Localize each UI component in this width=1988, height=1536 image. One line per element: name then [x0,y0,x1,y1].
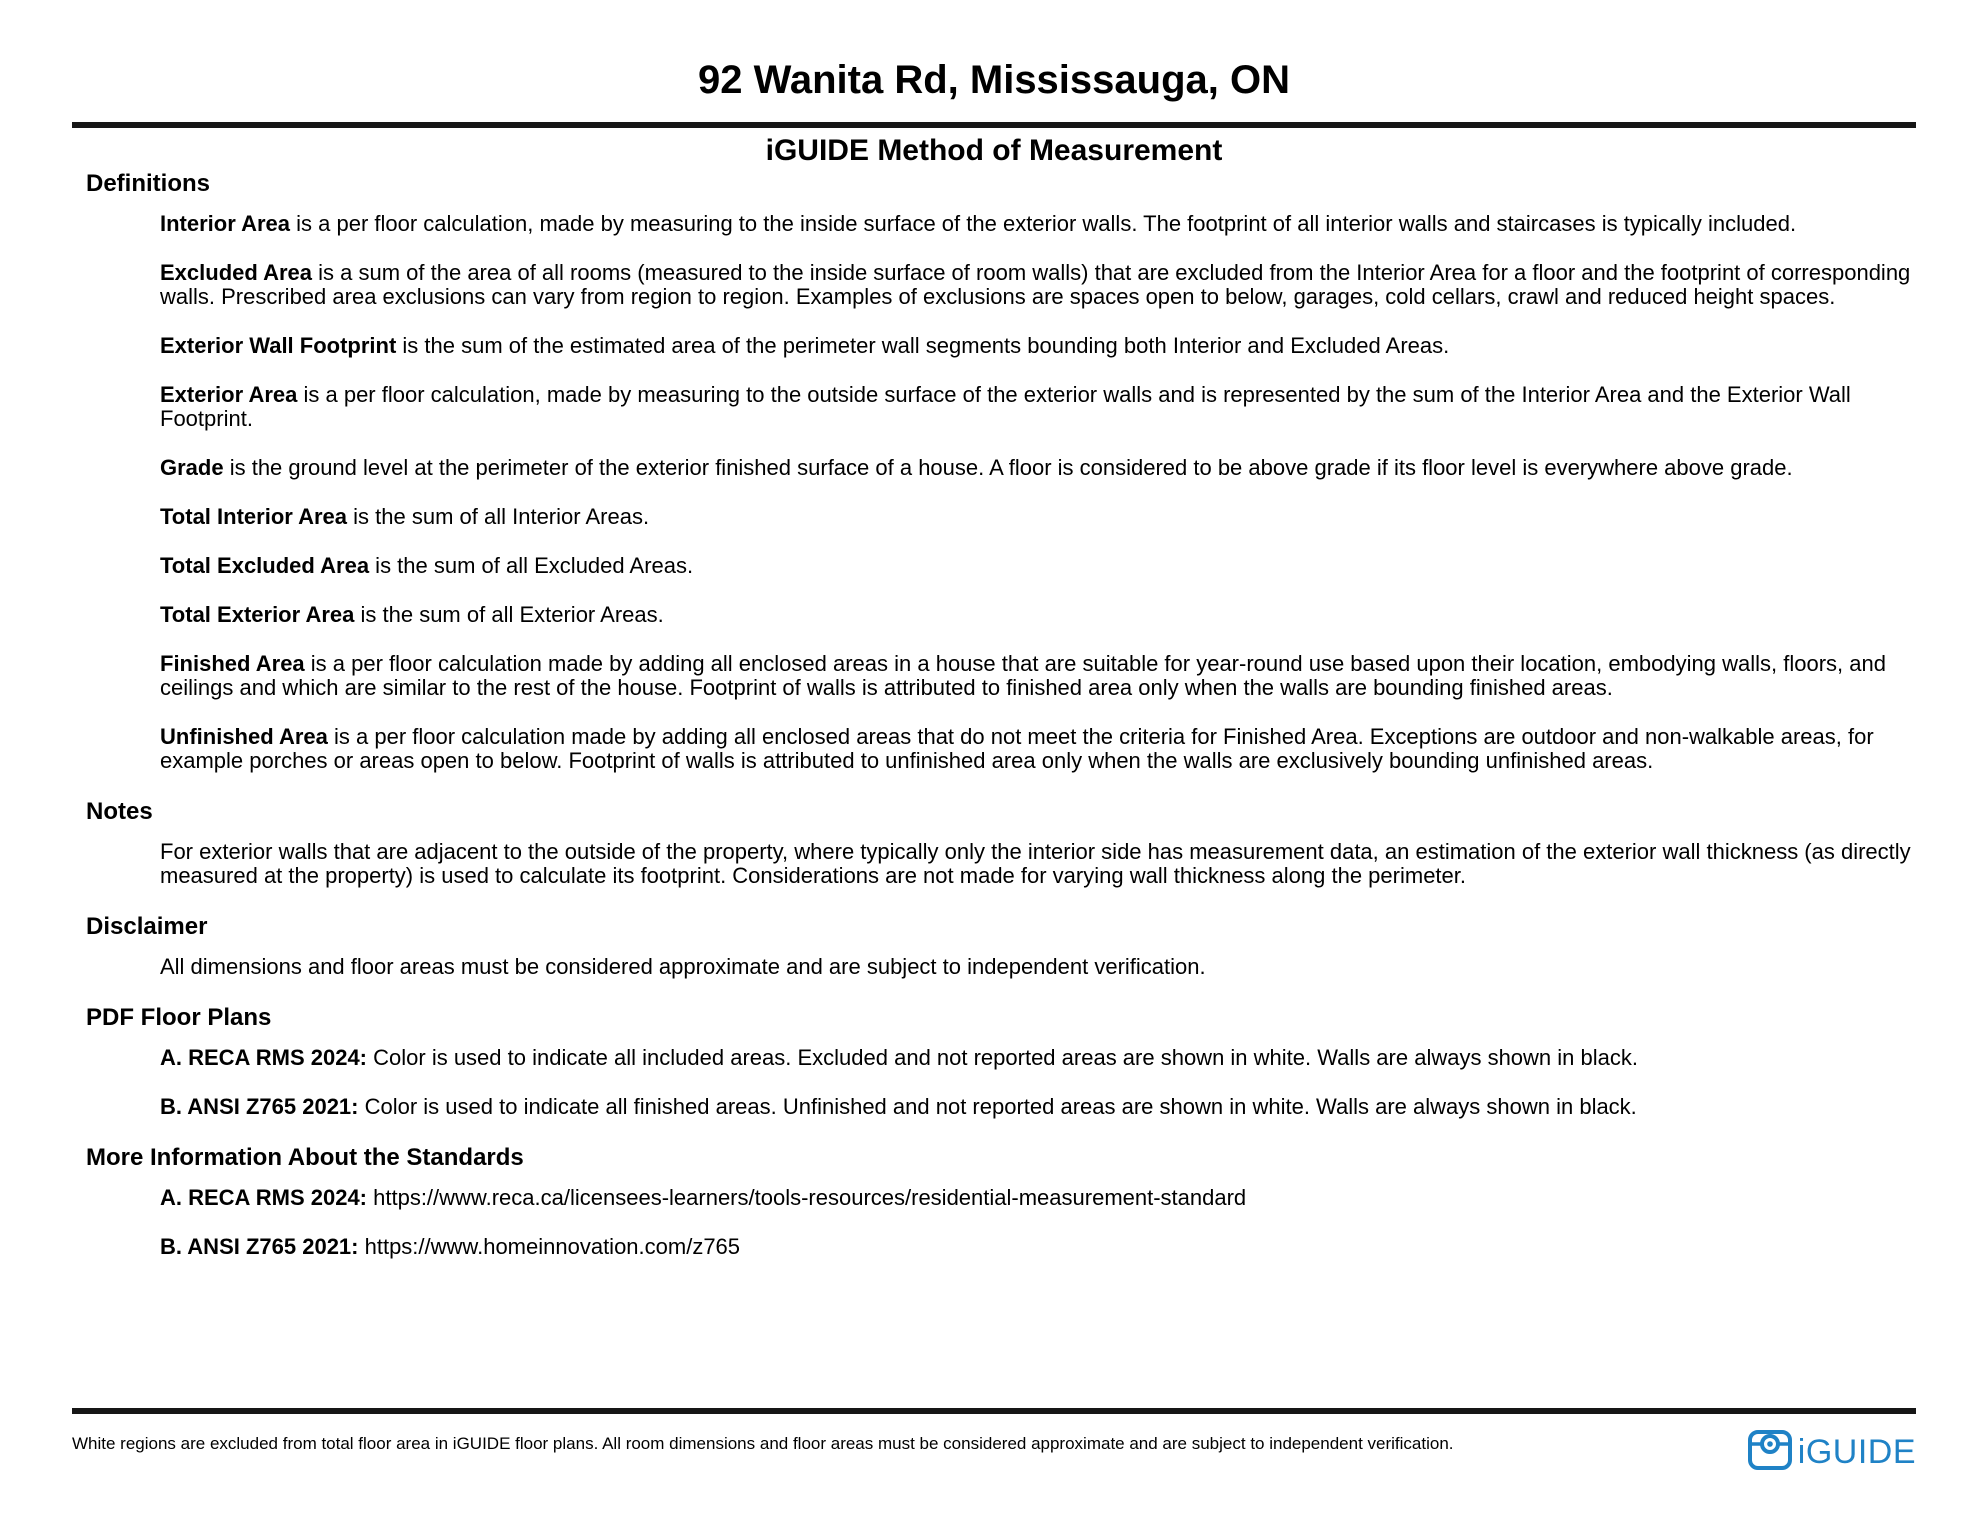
definition-text: is a per floor calculation made by adding all enclosed areas in a house that are suitable for year-round use based upon their location, embodying walls, floors, and ceilings and which are similar to the rest of the house. Footprint of walls is attributed to finished area only when the walls are bounding finished areas. [160,651,1886,700]
pdf-floor-plans-item-ansi [160,1095,1916,1119]
footer-row [72,1426,1916,1477]
footer-disclaimer-text: White regions are excluded from total floor area in iGUIDE floor plans. All room dimensions and floor areas must be considered approximate and are subject to independent verification. [72,1434,1454,1453]
definition-text: is the sum of the estimated area of the perimeter wall segments bounding both Interior and Excluded Areas. [396,333,1450,358]
definition-excluded-area [160,261,1916,309]
definition-term: Total Exterior Area [160,602,355,627]
definition-total-exterior-area [160,603,1916,627]
notes-text: For exterior walls that are adjacent to the outside of the property, where typically only the interior side has measurement data, an estimation of the exterior wall thickness (as directly measured at the property) is used to calculate its footprint. Considerations are not made for varying wall thickness along the perimeter. [160,839,1911,888]
header-divider [72,122,1916,128]
camera-icon [1747,1426,1793,1477]
standard-url[interactable]: https://www.homeinnovation.com/z765 [358,1234,741,1259]
definition-text: is the sum of all Exterior Areas. [354,602,664,627]
definition-term: Total Excluded Area [160,553,370,578]
disclaimer-heading: Disclaimer [86,913,208,940]
definition-total-interior-area [160,505,1916,529]
definition-interior-area [160,212,1916,236]
definition-total-excluded-area [160,554,1916,578]
more-information-item-ansi [160,1235,1916,1259]
definition-grade [160,456,1916,480]
pdf-floor-plans-heading: PDF Floor Plans [86,1004,272,1031]
definition-unfinished-area [160,725,1916,773]
notes-section [72,798,1916,888]
definition-text: is a per floor calculation, made by measuring to the outside surface of the exterior walls and is represented by the sum of the Interior Area and the Exterior Wall Footprint. [160,382,1851,431]
standard-description: Color is used to indicate all included areas. Excluded and not reported areas are shown in white. Walls are always shown in black. [367,1045,1638,1070]
definition-term: Total Interior Area [160,504,348,529]
standard-description: Color is used to indicate all finished areas. Unfinished and not reported areas are shown in white. Walls are always shown in black. [358,1094,1637,1119]
page-title: 92 Wanita Rd, Mississauga, ON [697,58,1290,102]
definition-exterior-area [160,383,1916,431]
definition-text: is the sum of all Excluded Areas. [369,553,694,578]
standard-label: A. RECA RMS 2024: [160,1045,368,1070]
definition-term: Finished Area [160,651,305,676]
definition-exterior-wall-footprint [160,334,1916,358]
definition-term: Exterior Wall Footprint [160,333,397,358]
definition-term: Excluded Area [160,260,313,285]
iguide-logo [1747,1426,1916,1477]
standard-label: B. ANSI Z765 2021: [160,1094,359,1119]
definitions-section [72,170,1916,773]
more-information-heading: More Information About the Standards [86,1144,524,1171]
standard-label: B. ANSI Z765 2021: [160,1234,359,1259]
definition-text: is a per floor calculation, made by measuring to the inside surface of the exterior walls. The footprint of all interior walls and staircases is typically included. [290,211,1797,236]
definition-term: Interior Area [160,211,291,236]
definition-text: is the ground level at the perimeter of the exterior finished surface of a house. A floor is considered to be above grade if its floor level is everywhere above grade. [223,455,1793,480]
definition-finished-area [160,652,1916,700]
more-information-item-reca [160,1186,1916,1210]
definition-term: Grade [160,455,224,480]
definition-term: Exterior Area [160,382,298,407]
method-of-measurement-heading: iGUIDE Method of Measurement [765,134,1223,167]
definition-text: is the sum of all Interior Areas. [347,504,650,529]
pdf-floor-plans-section [72,1004,1916,1119]
definitions-heading: Definitions [86,170,210,197]
pdf-floor-plans-item-reca [160,1046,1916,1070]
standard-url[interactable]: https://www.reca.ca/licensees-learners/tools-resources/residential-measurement-standard [367,1185,1247,1210]
page-footer [72,1408,1916,1477]
disclaimer-section [72,913,1916,979]
definition-term: Unfinished Area [160,724,328,749]
more-information-section [72,1144,1916,1259]
notes-heading: Notes [86,798,153,825]
iguide-logo-text: iGUIDE [1797,1432,1916,1471]
disclaimer-text: All dimensions and floor areas must be considered approximate and are subject to independent verification. [160,954,1206,979]
definition-text: is a per floor calculation made by adding all enclosed areas that do not meet the criteria for Finished Area. Exceptions are outdoor and non-walkable areas, for example porches or areas open to below. Footprint of walls is attributed to unfinished area only when the walls are exclusively bounding unfinished areas. [160,724,1874,773]
footer-divider [72,1408,1916,1414]
definition-text: is a sum of the area of all rooms (measured to the inside surface of room walls) that are excluded from the Interior Area for a floor and the footprint of corresponding walls. Prescribed area exclusions can vary from region to region. Examples of exclusions are spaces open to below, garages, cold cellars, crawl and reduced height spaces. [160,260,1911,309]
standard-label: A. RECA RMS 2024: [160,1185,368,1210]
